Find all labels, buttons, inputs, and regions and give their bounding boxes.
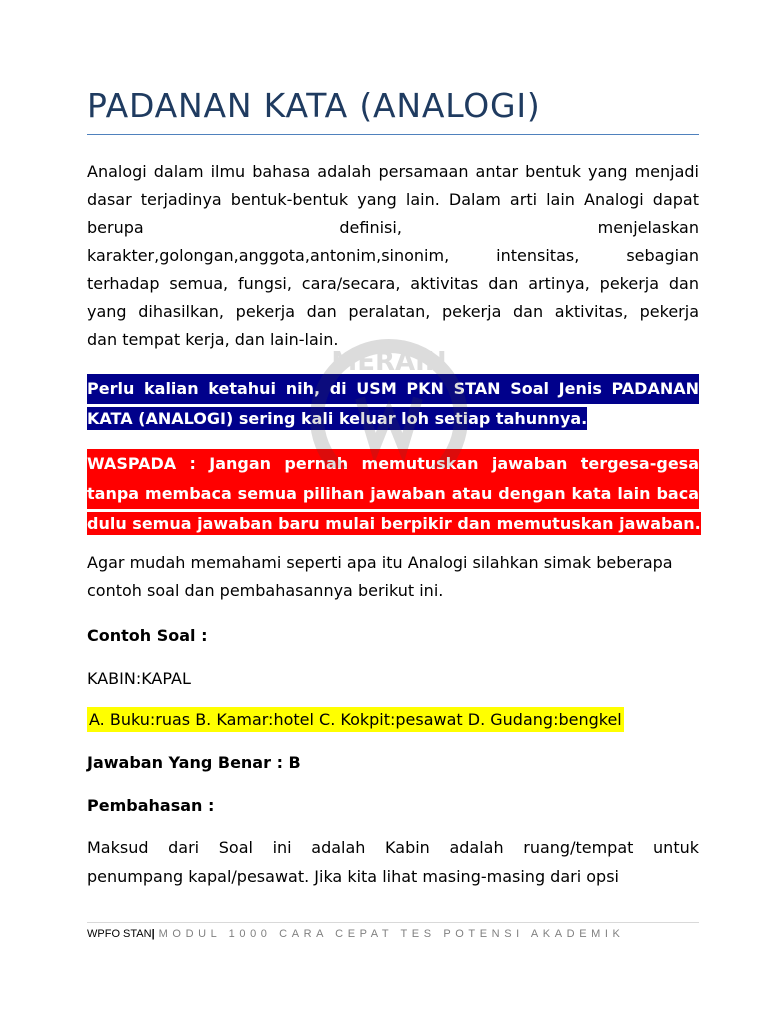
page-title: PADANAN KATA (ANALOGI) [87, 86, 699, 135]
answer-options [87, 708, 624, 732]
watermark-logo [300, 318, 478, 468]
highlight-line: Perlu kalian ketahui nih, di USM PKN STAN Soal Jenis PADANAN [87, 374, 699, 404]
footer-right-text: MODUL 1000 CARA CEPAT TES POTENSI AKADEMIK [158, 928, 625, 940]
paragraph-line: yang dihasilkan, pekerja dan peralatan, pekerja dan aktivitas, pekerja [87, 302, 699, 321]
footer-divider [87, 922, 699, 923]
highlight-line: dulu semua jawaban baru mulai berpikir dan memutuskan jawaban. [87, 514, 701, 533]
discussion-label: Pembahasan : [87, 796, 215, 815]
paragraph-line: dasar terjadinya bentuk-bentuk yang lain. Dalam arti lain Analogi dapat [87, 190, 699, 209]
paragraph-line: berupa definisi, menjelaskan [87, 218, 699, 237]
question-text: KABIN:KAPAL [87, 669, 191, 688]
highlight-line: KATA (ANALOGI) sering kali keluar loh setiap tahunnya. [87, 409, 588, 428]
watermark-text: MERAIH [331, 347, 447, 377]
paragraph-line: Maksud dari Soal ini adalah Kabin adalah ruang/tempat untuk [87, 838, 699, 857]
options-highlight: A. Buku:ruas B. Kamar:hotel C. Kokpit:pesawat D. Gudang:bengkel [87, 707, 624, 732]
footer-separator: | [151, 928, 155, 940]
footer-left-text: WPFO STAN [87, 928, 152, 940]
instruction-paragraph [87, 549, 699, 605]
discussion-paragraph [87, 834, 699, 892]
page-footer [87, 928, 625, 940]
paragraph-line: karakter,golongan,anggota,antonim,sinonim, intensitas, sebagian [87, 246, 699, 265]
paragraph-line: Agar mudah memahami seperti apa itu Analogi silahkan simak beberapa [87, 553, 673, 572]
paragraph-line: penumpang kapal/pesawat. Jika kita lihat masing-masing dari opsi [87, 867, 619, 886]
paragraph-line: contoh soal dan pembahasannya berikut ini. [87, 581, 444, 600]
correct-answer-label: Jawaban Yang Benar : B [87, 753, 301, 772]
highlight-line: tanpa membaca semua pilihan jawaban atau dengan kata lain baca [87, 479, 699, 509]
watermark-mark [360, 398, 418, 448]
paragraph-line: dan tempat kerja, dan lain-lain. [87, 330, 339, 349]
paragraph-line: terhadap semua, fungsi, cara/secara, aktivitas dan artinya, pekerja dan [87, 274, 699, 293]
paragraph-line: Analogi dalam ilmu bahasa adalah persamaan antar bentuk yang menjadi [87, 162, 699, 181]
example-label: Contoh Soal : [87, 626, 208, 645]
highlight-line: WASPADA : Jangan pernah memutuskan jawaban tergesa-gesa [87, 449, 699, 479]
